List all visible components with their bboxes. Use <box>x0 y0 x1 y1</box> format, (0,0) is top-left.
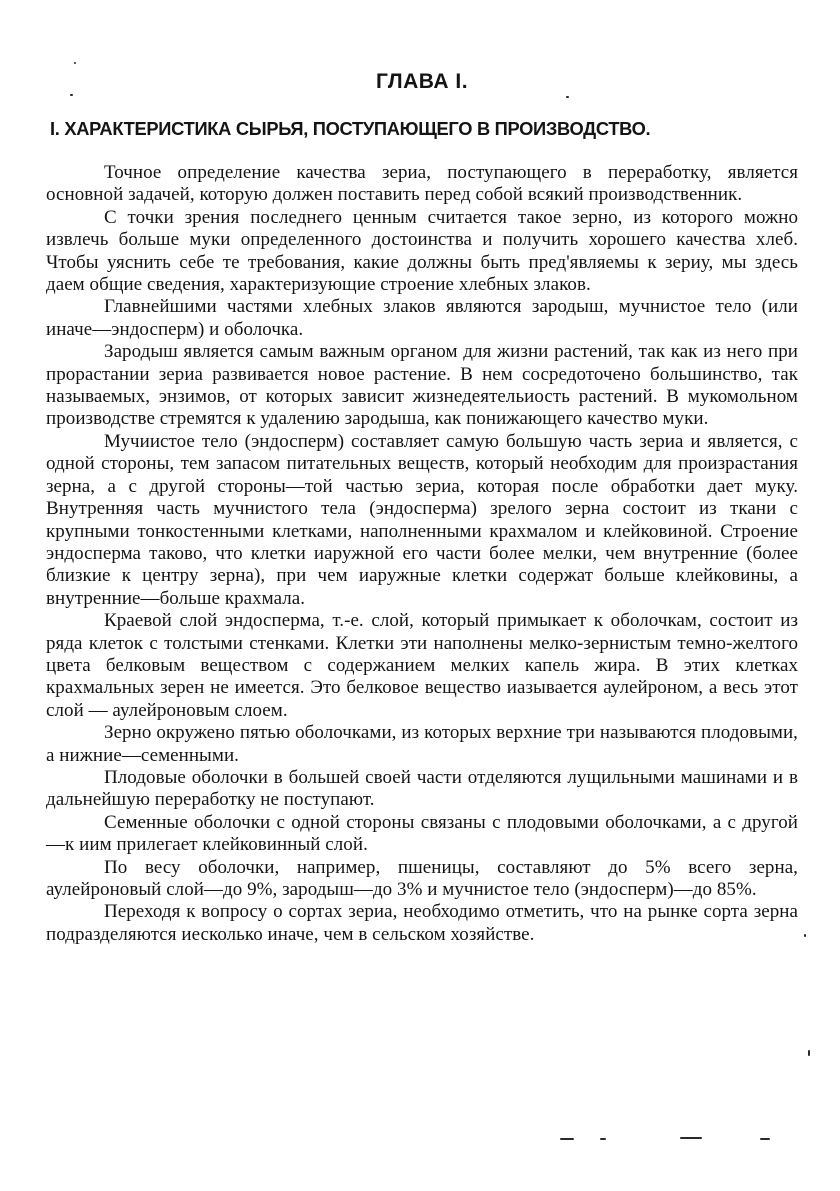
paragraph: Плодовые оболочки в большей своей части отделяются лущильными машинами и в дальнейшую переработку не поступают. <box>46 766 798 811</box>
paragraph: Мучиистое тело (эндосперм) составляет самую большую часть зериа и является, с одной стороны, тем запасом питательных веществ, который необходим для произрастания зерна, а с другой стороны—той частью зериа, которая после обработки дает муку. Внутренняя часть мучнистого тела (эндосперма) зрелого зерна состоит из ткани с крупными тонкостенными клетками, наполненными крахмалом и клейковиной. Строение эндосперма таково, что клетки иаружной его части более мелки, чем внутренние (более близкие к центру зерна), при чем иаружные клетки содержат больше клейковины, а внутренние—больше крахмала. <box>46 430 798 609</box>
document-page <box>46 58 798 946</box>
paragraph: Зародыш является самым важным органом для жизни растений, так как из него при прорастании зериа развивается новое растение. В нем сосредоточено большинство, так называемых, энзимов, от которых зависит жизнедеятельиость растений. В мукомольном производстве стремятся к удалению зародыша, как понижающего качество муки. <box>46 341 798 430</box>
chapter-title: ГЛАВА I. <box>375 70 469 93</box>
scan-speck <box>804 934 806 937</box>
body-text <box>46 162 798 946</box>
paragraph: С точки зрения последнего ценным считается такое зерно, из которого можно извлечь больше муки определенного достоинства и получить хорошего качества хлеб. Чтобы уяснить себе те требования, какие должны быть пред'являемы к зериу, мы здесь даем общие сведения, характеризующие строение хлебных злаков. <box>46 206 798 296</box>
scan-speck <box>680 1137 702 1139</box>
paragraph: Переходя к вопросу о сортах зериа, необходимо отметить, что на рынке сорта зерна подразделяются иесколько иначе, чем в сельском хозяйстве. <box>46 901 798 945</box>
paragraph: Главнейшими частями хлебных злаков являются зародыш, мучнистое тело (или иначе—эндосперм) и оболочка. <box>46 296 798 340</box>
paragraph: Семенные оболочки с одной стороны связаны с плодовыми оболочками, а с другой—к иим прилегает клейковинный слой. <box>46 811 798 856</box>
paragraph: Зерно окружено пятью оболочками, из которых верхние три называются плодовыми, а нижние—семенными. <box>46 722 798 766</box>
paragraph: Точное определение качества зериа, поступающего в переработку, является основной задачей, которую должен поставить перед собой всякий производственник. <box>46 162 798 206</box>
scan-speck <box>70 94 73 96</box>
scan-speck <box>760 1138 770 1140</box>
scan-speck <box>808 1050 810 1056</box>
scan-speck <box>600 1138 606 1140</box>
paragraph: Краевой слой эндосперма, т.-е. слой, который примыкает к оболочкам, состоит из ряда клеток с толстыми стенками. Клетки эти наполнены мелко-зернистым темно-желтого цвета белковым веществом с содержанием мелких капель жира. В этих клетках крахмальных зерен не имеется. Это белковое вещество иазывается аулейроном, а весь этот слой — аулейроновым слоем. <box>46 610 798 721</box>
paragraph: По весу оболочки, например, пшеницы, составляют до 5% всего зерна, аулейроновый слой—до 9%, зародыш—до 3% и мучнистое тело (эндосперм)—до 85%. <box>46 856 798 900</box>
scan-speck <box>74 62 76 64</box>
scan-speck <box>560 1138 574 1140</box>
section-heading: I. ХАРАКТЕРИСТИКА СЫРЬЯ, ПОСТУПАЮЩЕГО В ПРОИЗВОДСТВО. <box>50 118 651 139</box>
scan-speck <box>566 96 569 98</box>
